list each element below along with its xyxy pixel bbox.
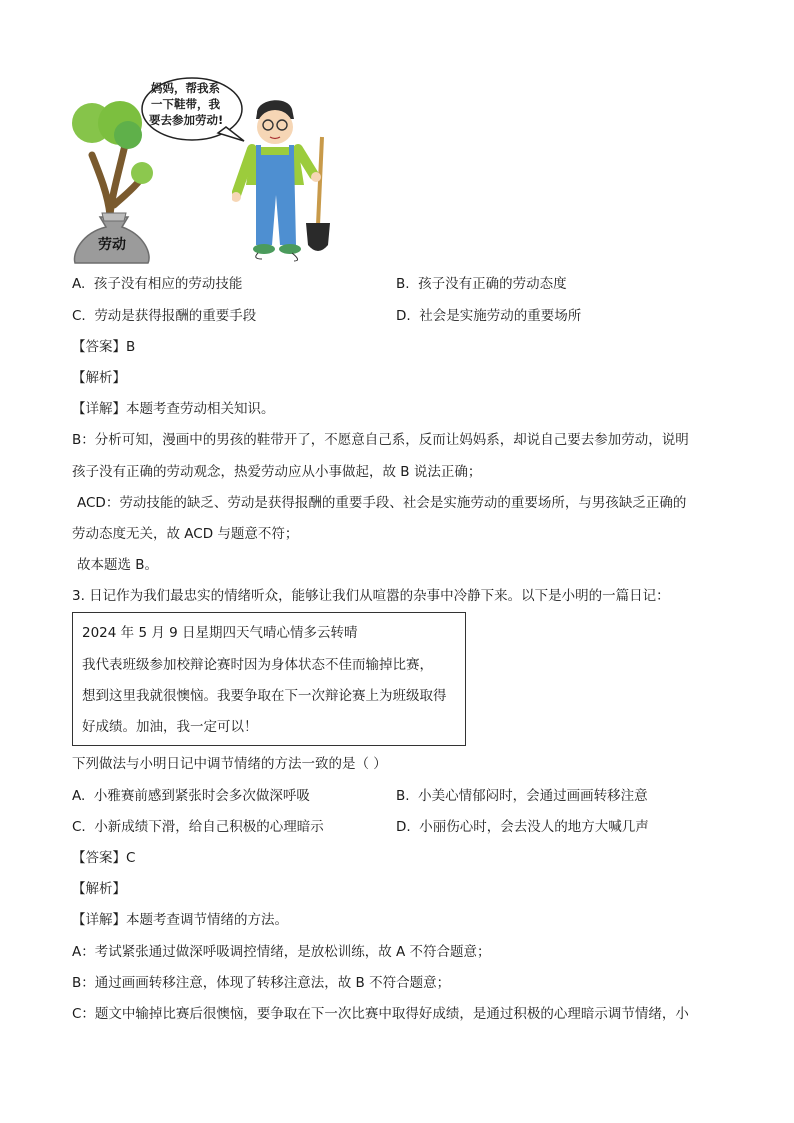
q3-explain-a: A：考试紧张通过做深呼吸调控情绪，是放松训练，故 A 不符合题意； [72, 944, 491, 960]
boy-with-shovel-illustration [232, 95, 337, 265]
option-letter: D. [396, 819, 411, 835]
diary-box [72, 612, 466, 746]
q3-explain-c: C：题文中输掉比赛后很懊恼，要争取在下一次比赛中取得好成绩，是通过积极的心理暗示调节情绪，小 [72, 1006, 689, 1022]
option-text: 小丽伤心时，会去没人的地方大喊几声 [419, 819, 649, 835]
option-text: 小新成绩下滑，给自己积极的心理暗示 [94, 819, 324, 835]
diary-line-2: 我代表班级参加校辩论赛时因为身体状态不佳而输掉比赛， [82, 657, 433, 673]
q2-answer [72, 337, 135, 357]
option-text: 社会是实施劳动的重要场所 [419, 308, 582, 324]
q3-analysis-label: 【解析】 [72, 881, 126, 897]
answer-label: 【答案】 [72, 850, 126, 866]
option-letter: A. [72, 276, 86, 292]
q3-option-c [72, 817, 324, 837]
q2-explain-acd-line1: ACD：劳动技能的缺乏、劳动是获得报酬的重要手段、社会是实施劳动的重要场所，与男孩缺乏正确的 [77, 495, 687, 511]
sack-label: 劳动 [98, 237, 126, 253]
q2-conclusion: 故本题选 B。 [77, 557, 159, 573]
q2-option-d [396, 306, 581, 326]
q3-detail: 【详解】本题考查调节情绪的方法。 [72, 912, 288, 928]
q2-option-b [396, 274, 567, 294]
speech-bubble-line-1: 妈妈，帮我系 [151, 81, 220, 95]
speech-bubble-line-3: 要去参加劳动! [149, 113, 224, 127]
option-text: 孩子没有相应的劳动技能 [93, 276, 243, 292]
q2-explain-acd-line2: 劳动态度无关，故 ACD 与题意不符； [72, 526, 299, 542]
diary-line-1: 2024 年 5 月 9 日星期四天气晴心情多云转晴 [82, 625, 358, 641]
answer-value: C [126, 850, 136, 866]
option-letter: A. [72, 788, 86, 804]
option-letter: C. [72, 819, 86, 835]
q3-stem: 3. 日记作为我们最忠实的情绪听众，能够让我们从喧嚣的杂事中冷静下来。以下是小明的一篇日记： [72, 588, 670, 604]
speech-bubble-line-2: 一下鞋带，我 [151, 97, 220, 111]
option-text: 小雅赛前感到紧张时会多次做深呼吸 [93, 788, 310, 804]
option-text: 劳动是获得报酬的重要手段 [94, 308, 257, 324]
diary-line-3: 想到这里我就很懊恼。我要争取在下一次辩论赛上为班级取得 [82, 688, 447, 704]
q3-answer [72, 848, 135, 868]
option-letter: B. [396, 788, 410, 804]
q3-question: 下列做法与小明日记中调节情绪的方法一致的是（ ） [72, 756, 387, 772]
q2-option-a [72, 274, 242, 294]
q2-option-c [72, 306, 256, 326]
option-letter: C. [72, 308, 86, 324]
q3-option-a [72, 786, 310, 806]
answer-label: 【答案】 [72, 339, 126, 355]
option-letter: D. [396, 308, 411, 324]
option-text: 孩子没有正确的劳动态度 [418, 276, 567, 292]
q2-analysis-label: 【解析】 [72, 370, 126, 386]
q2-explain-b-line2: 孩子没有正确的劳动观念，热爱劳动应从小事做起，故 B 说法正确； [72, 464, 482, 480]
q2-explain-b-line1: B：分析可知，漫画中的男孩的鞋带开了，不愿意自己系，反而让妈妈系，却说自己要去参加劳动，说明 [72, 432, 689, 448]
option-text: 小美心情郁闷时，会通过画画转移注意 [418, 788, 648, 804]
q3-explain-b: B：通过画画转移注意，体现了转移注意法，故 B 不符合题意； [72, 975, 451, 991]
q3-option-d [396, 817, 649, 837]
q3-option-b [396, 786, 648, 806]
answer-value: B [126, 339, 136, 355]
diary-line-4: 好成绩。加油，我一定可以！ [82, 719, 258, 735]
q2-detail: 【详解】本题考查劳动相关知识。 [72, 401, 275, 417]
option-letter: B. [396, 276, 410, 292]
